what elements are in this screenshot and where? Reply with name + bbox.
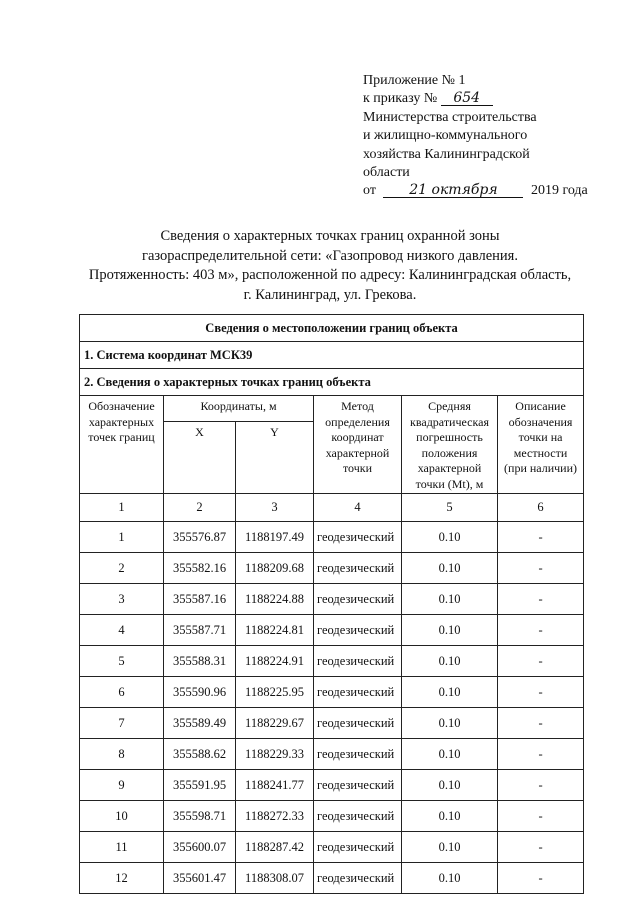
col-number: 4 bbox=[314, 494, 402, 522]
description-cell: - bbox=[498, 584, 584, 615]
accuracy-cell: 0.10 bbox=[402, 739, 498, 770]
table-row bbox=[80, 770, 584, 801]
table-row bbox=[80, 708, 584, 739]
method-cell: геодезический bbox=[314, 615, 402, 646]
x-coordinate-cell: 355590.96 bbox=[164, 677, 236, 708]
y-coordinate-cell: 1188229.33 bbox=[236, 739, 314, 770]
x-coordinate-cell: 355598.71 bbox=[164, 801, 236, 832]
method-cell: геодезический bbox=[314, 584, 402, 615]
date-line bbox=[363, 182, 623, 200]
accuracy-cell: 0.10 bbox=[402, 832, 498, 863]
table-row bbox=[80, 553, 584, 584]
description-cell: - bbox=[498, 801, 584, 832]
y-coordinate-cell: 1188225.95 bbox=[236, 677, 314, 708]
y-coordinate-cell: 1188224.81 bbox=[236, 615, 314, 646]
points-section-title: 2. Сведения о характерных точках границ объекта bbox=[80, 369, 584, 396]
ministry-line-3: хозяйства Калининградской bbox=[363, 146, 530, 162]
date-handwritten: 21 октября bbox=[383, 183, 523, 198]
header-description: Описание обозначения точки на местности (при наличии) bbox=[498, 396, 584, 494]
description-cell: - bbox=[498, 863, 584, 894]
table-row bbox=[80, 646, 584, 677]
accuracy-cell: 0.10 bbox=[402, 615, 498, 646]
method-cell: геодезический bbox=[314, 770, 402, 801]
accuracy-cell: 0.10 bbox=[402, 584, 498, 615]
point-number-cell: 9 bbox=[80, 770, 164, 801]
order-line bbox=[363, 90, 623, 108]
method-cell: геодезический bbox=[314, 677, 402, 708]
method-cell: геодезический bbox=[314, 708, 402, 739]
point-number-cell: 12 bbox=[80, 863, 164, 894]
accuracy-cell: 0.10 bbox=[402, 801, 498, 832]
table-row bbox=[80, 739, 584, 770]
accuracy-cell: 0.10 bbox=[402, 522, 498, 553]
point-number-cell: 6 bbox=[80, 677, 164, 708]
y-coordinate-cell: 1188197.49 bbox=[236, 522, 314, 553]
point-number-cell: 10 bbox=[80, 801, 164, 832]
description-cell: - bbox=[498, 708, 584, 739]
accuracy-cell: 0.10 bbox=[402, 677, 498, 708]
document-title bbox=[60, 227, 600, 305]
header-x: X bbox=[164, 422, 236, 494]
method-cell: геодезический bbox=[314, 801, 402, 832]
accuracy-cell: 0.10 bbox=[402, 708, 498, 739]
col-number: 6 bbox=[498, 494, 584, 522]
x-coordinate-cell: 355588.62 bbox=[164, 739, 236, 770]
ministry-line-2: и жилищно-коммунального bbox=[363, 128, 528, 144]
table-row bbox=[80, 584, 584, 615]
description-cell: - bbox=[498, 677, 584, 708]
table-row bbox=[80, 522, 584, 553]
y-coordinate-cell: 1188224.88 bbox=[236, 584, 314, 615]
table-row bbox=[80, 677, 584, 708]
appendix-label: Приложение № 1 bbox=[363, 73, 466, 88]
header-coordinates: Координаты, м bbox=[164, 396, 314, 422]
coordinate-system: 1. Система координат МСК39 bbox=[80, 342, 584, 369]
point-number-cell: 11 bbox=[80, 832, 164, 863]
accuracy-cell: 0.10 bbox=[402, 553, 498, 584]
description-cell: - bbox=[498, 553, 584, 584]
y-coordinate-cell: 1188272.33 bbox=[236, 801, 314, 832]
header-y: Y bbox=[236, 422, 314, 494]
x-coordinate-cell: 355587.71 bbox=[164, 615, 236, 646]
ministry-line-1: Министерства строительства bbox=[363, 109, 537, 125]
y-coordinate-cell: 1188287.42 bbox=[236, 832, 314, 863]
appendix-header bbox=[363, 72, 623, 201]
table-row bbox=[80, 863, 584, 894]
x-coordinate-cell: 355588.31 bbox=[164, 646, 236, 677]
header-method: Метод определения координат характерной точки bbox=[314, 396, 402, 494]
method-cell: геодезический bbox=[314, 863, 402, 894]
accuracy-cell: 0.10 bbox=[402, 770, 498, 801]
table-body bbox=[80, 522, 584, 894]
point-number-cell: 7 bbox=[80, 708, 164, 739]
title-line-1: Сведения о характерных точках границ охранной зоны bbox=[160, 228, 500, 244]
table-row bbox=[80, 615, 584, 646]
point-number-cell: 2 bbox=[80, 553, 164, 584]
col-number: 1 bbox=[80, 494, 164, 522]
ministry-line-4: области bbox=[363, 165, 410, 181]
y-coordinate-cell: 1188241.77 bbox=[236, 770, 314, 801]
point-number-cell: 4 bbox=[80, 615, 164, 646]
method-cell: геодезический bbox=[314, 553, 402, 584]
boundary-points-table bbox=[79, 314, 584, 894]
description-cell: - bbox=[498, 832, 584, 863]
table-row bbox=[80, 801, 584, 832]
x-coordinate-cell: 355589.49 bbox=[164, 708, 236, 739]
y-coordinate-cell: 1188308.07 bbox=[236, 863, 314, 894]
y-coordinate-cell: 1188209.68 bbox=[236, 553, 314, 584]
x-coordinate-cell: 355601.47 bbox=[164, 863, 236, 894]
x-coordinate-cell: 355591.95 bbox=[164, 770, 236, 801]
point-number-cell: 8 bbox=[80, 739, 164, 770]
description-cell: - bbox=[498, 739, 584, 770]
description-cell: - bbox=[498, 770, 584, 801]
title-line-3: Протяженность: 403 м», расположенной по адресу: Калининградская область, bbox=[88, 267, 572, 283]
method-cell: геодезический bbox=[314, 739, 402, 770]
x-coordinate-cell: 355587.16 bbox=[164, 584, 236, 615]
col-number: 5 bbox=[402, 494, 498, 522]
order-number: 654 bbox=[441, 91, 493, 106]
section-title: Сведения о местоположении границ объекта bbox=[80, 315, 584, 342]
header-accuracy: Средняя квадратическая погрешность положения характерной точки (Mt), м bbox=[402, 396, 498, 494]
description-cell: - bbox=[498, 522, 584, 553]
title-line-2: газораспределительной сети: «Газопровод низкого давления. bbox=[142, 247, 518, 264]
point-number-cell: 5 bbox=[80, 646, 164, 677]
method-cell: геодезический bbox=[314, 522, 402, 553]
header-point-designation: Обозначение характерных точек границ bbox=[80, 396, 164, 494]
order-prefix: к приказу № bbox=[363, 91, 438, 107]
y-coordinate-cell: 1188224.91 bbox=[236, 646, 314, 677]
date-suffix: 2019 года bbox=[530, 183, 588, 199]
date-prefix: от bbox=[363, 183, 376, 199]
description-cell: - bbox=[498, 615, 584, 646]
description-cell: - bbox=[498, 646, 584, 677]
col-number: 2 bbox=[164, 494, 236, 522]
x-coordinate-cell: 355582.16 bbox=[164, 553, 236, 584]
point-number-cell: 1 bbox=[80, 522, 164, 553]
y-coordinate-cell: 1188229.67 bbox=[236, 708, 314, 739]
x-coordinate-cell: 355600.07 bbox=[164, 832, 236, 863]
x-coordinate-cell: 355576.87 bbox=[164, 522, 236, 553]
title-line-4: г. Калининград, ул. Грекова. bbox=[243, 286, 417, 303]
accuracy-cell: 0.10 bbox=[402, 863, 498, 894]
table-row bbox=[80, 832, 584, 863]
method-cell: геодезический bbox=[314, 646, 402, 677]
point-number-cell: 3 bbox=[80, 584, 164, 615]
method-cell: геодезический bbox=[314, 832, 402, 863]
accuracy-cell: 0.10 bbox=[402, 646, 498, 677]
col-number: 3 bbox=[236, 494, 314, 522]
